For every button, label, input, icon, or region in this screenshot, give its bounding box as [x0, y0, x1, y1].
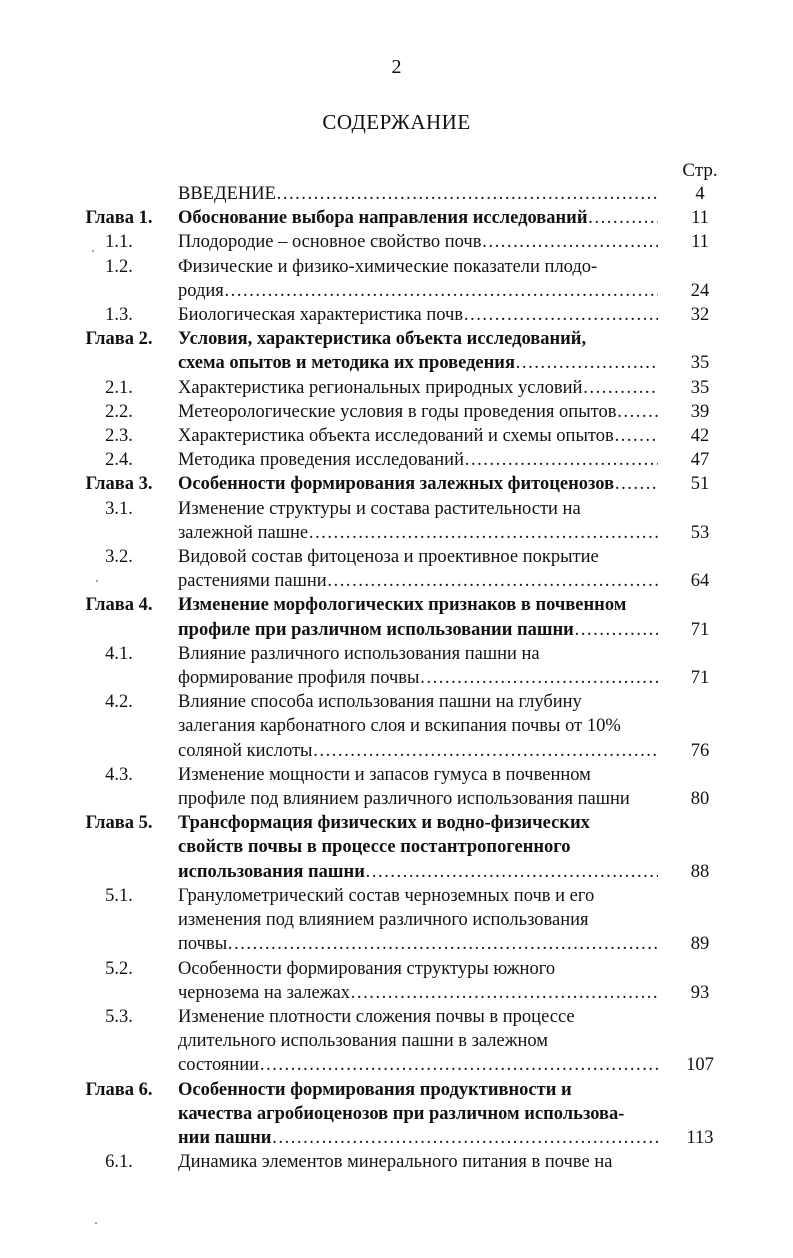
entry-title-line: Биологическая характеристика почв [178, 305, 464, 326]
entry-number: 4.2. [105, 692, 133, 713]
entry-title [178, 424, 658, 448]
entry-title-line: схема опытов и методика их проведения [178, 353, 515, 374]
entry-title-line: длительного использования пашни в залежном [178, 1031, 548, 1052]
entry-page-number: 4 [695, 184, 705, 204]
leader-dots [271, 1128, 658, 1148]
entry-page-number: 93 [690, 982, 710, 1003]
entry-title-line: залежной пашне [178, 522, 309, 543]
leader-dots [308, 523, 658, 543]
entry-page-number: 88 [690, 861, 710, 882]
page-column-header: Стр. [682, 160, 718, 181]
entry-title-line: залегания карбонатного слоя и вскипания почвы от 10% [178, 716, 621, 737]
entry-title [178, 545, 658, 593]
entry-title-line: Гранулометрический состав черноземных почв и его [178, 885, 595, 906]
toc-section-entry [0, 376, 793, 400]
entry-page-number: 24 [690, 280, 710, 301]
entry-title [178, 1078, 658, 1151]
entry-page-number: 71 [690, 668, 710, 689]
leader-dots [616, 402, 658, 422]
entry-page-number: 71 [690, 619, 710, 640]
entry-title-line: почвы [178, 934, 228, 955]
entry-number: 5.2. [105, 958, 133, 979]
entry-number: 3.1. [105, 498, 133, 519]
toc-section-entry [0, 957, 793, 1005]
entry-title [178, 1005, 658, 1078]
leader-dots [614, 474, 658, 494]
entry-number: Глава 6. [85, 1079, 153, 1100]
toc-section-entry [0, 400, 793, 424]
entry-title-line: Видовой состав фитоценоза и проективное покрытие [178, 547, 599, 568]
entry-number: Глава 1. [85, 208, 153, 229]
entry-page-number: 32 [690, 305, 710, 326]
page-title: СОДЕРЖАНИЕ [322, 110, 471, 134]
toc-section-entry [0, 182, 793, 206]
entry-title [178, 1150, 658, 1174]
toc-section-entry [0, 230, 793, 254]
entry-page-number: 51 [690, 474, 710, 495]
entry-title-line: Особенности формирования залежных фитоценозов [178, 474, 615, 495]
entry-title-line: Характеристика региональных природных условий [178, 377, 583, 398]
leader-dots [224, 281, 658, 301]
entry-number: 6.1. [105, 1152, 133, 1173]
entry-number: 1.2. [105, 256, 133, 277]
entry-title-line: формирование профиля почвы [178, 668, 420, 689]
entry-title-line: ВВЕДЕНИЕ [178, 184, 276, 204]
entry-page-number: 76 [690, 740, 710, 761]
entry-title [178, 327, 658, 375]
entry-page-number: 53 [690, 522, 710, 543]
leader-dots [574, 620, 658, 640]
toc-section-entry [0, 255, 793, 303]
entry-page-number: 80 [690, 789, 710, 810]
entry-title-line: профиле при различном использовании пашни [178, 619, 574, 640]
entry-page-number: 47 [690, 450, 710, 471]
toc-chapter-entry [0, 206, 793, 230]
entry-title [178, 255, 658, 303]
entry-number: 5.3. [105, 1006, 133, 1027]
entry-title [178, 811, 658, 884]
entry-title [178, 690, 658, 763]
entry-title-line: соляной кислоты [178, 740, 313, 761]
entry-number: 2.2. [105, 401, 133, 422]
entry-page-number: 35 [690, 353, 710, 374]
entry-page-number: 107 [686, 1055, 714, 1076]
entry-page-number: 11 [691, 208, 709, 229]
entry-number: Глава 3. [85, 474, 153, 495]
toc-chapter-entry [0, 327, 793, 375]
entry-title-line: качества агробиоценозов при различном использова- [178, 1103, 625, 1124]
entry-page-number: 89 [690, 934, 710, 955]
toc-section-entry [0, 497, 793, 545]
toc-section-entry [0, 303, 793, 327]
leader-dots [419, 668, 658, 688]
entry-title [178, 230, 658, 254]
leader-dots [582, 378, 658, 398]
entry-title-line: Влияние различного использования пашни на [178, 643, 540, 664]
page-number: 2 [391, 56, 402, 78]
entry-title-line: изменения под влиянием различного использования [178, 910, 589, 931]
entry-title-line: Особенности формирования структуры южного [178, 958, 556, 979]
entry-number: 3.2. [105, 547, 133, 568]
entry-title-line: чернозема на залежах [178, 982, 350, 1003]
leader-dots [464, 450, 658, 470]
toc-chapter-entry [0, 593, 793, 641]
toc-section-entry [0, 1005, 793, 1078]
leader-dots [350, 983, 658, 1003]
entry-title [178, 957, 658, 1005]
entry-title [178, 763, 658, 811]
toc-chapter-entry [0, 1078, 793, 1151]
entry-title-line: Особенности формирования продуктивности и [178, 1079, 572, 1100]
entry-title-line: Трансформация физических и водно-физических [178, 813, 590, 834]
entry-number: Глава 2. [85, 329, 153, 350]
entry-title-line: свойств почвы в процессе постантропогенного [178, 837, 571, 858]
toc-section-entry [0, 690, 793, 763]
entry-number: 1.3. [105, 305, 133, 326]
entry-title-line: состоянии [178, 1055, 260, 1076]
entry-title-line: Условия, характеристика объекта исследований, [178, 329, 587, 350]
entry-title [178, 884, 658, 957]
toc-section-entry [0, 448, 793, 472]
entry-number: 4.1. [105, 643, 133, 664]
entry-number: 1.1. [105, 232, 133, 253]
entry-title [178, 376, 658, 400]
entry-title-line: Плодородие – основное свойство почв [178, 232, 482, 253]
entry-title-line: Обоснование выбора направления исследований [178, 208, 588, 229]
entry-title-line: Изменение плотности сложения почвы в процессе [178, 1006, 575, 1027]
leader-dots [515, 353, 658, 373]
entry-title [178, 472, 658, 496]
entry-number: 5.1. [105, 885, 133, 906]
entry-title-line: Характеристика объекта исследований и схемы опытов [178, 426, 614, 447]
leader-dots [463, 305, 658, 325]
entry-page-number: 64 [690, 571, 710, 592]
entry-number: Глава 5. [85, 813, 153, 834]
entry-title-line: Изменение морфологических признаков в почвенном [178, 595, 627, 616]
toc-section-entry [0, 763, 793, 811]
entry-title-line: Физические и физико-химические показатели плодо- [178, 256, 598, 277]
entry-title [178, 182, 658, 206]
toc-section-entry [0, 545, 793, 593]
entry-page-number: 113 [686, 1127, 714, 1148]
leader-dots [588, 208, 658, 228]
leader-dots [259, 1055, 658, 1075]
toc-chapter-entry [0, 811, 793, 884]
leader-dots [227, 934, 658, 954]
leader-dots [481, 232, 658, 252]
entry-title [178, 642, 658, 690]
entry-page-number: 39 [690, 401, 710, 422]
leader-dots [365, 862, 658, 882]
leader-dots [276, 184, 658, 204]
scan-speck [95, 1222, 97, 1224]
entry-title-line: Изменение мощности и запасов гумуса в почвенном [178, 764, 591, 785]
entry-title [178, 400, 658, 424]
entry-title-line: нии пашни [178, 1127, 272, 1148]
toc-chapter-entry [0, 472, 793, 496]
entry-title [178, 303, 658, 327]
entry-title [178, 497, 658, 545]
leader-dots [327, 571, 658, 591]
entry-title-line: Изменение структуры и состава растительности на [178, 498, 581, 519]
entry-title-line: родия [178, 280, 224, 301]
leader-dots [614, 426, 658, 446]
table-of-contents [0, 182, 793, 1174]
entry-title-line: Влияние способа использования пашни на глубину [178, 692, 582, 713]
entry-title [178, 448, 658, 472]
leader-dots [313, 741, 659, 761]
entry-title-line: растениями пашни [178, 571, 327, 592]
entry-title-line: профиле под влиянием различного использования пашни [178, 789, 630, 810]
toc-section-entry [0, 1150, 793, 1174]
toc-section-entry [0, 424, 793, 448]
entry-page-number: 11 [691, 232, 709, 253]
entry-title-line: Методика проведения исследований [178, 450, 464, 471]
toc-section-entry [0, 642, 793, 690]
entry-number: 2.3. [105, 426, 133, 447]
entry-page-number: 42 [690, 426, 710, 447]
entry-title-line: Динамика элементов минерального питания в почве на [178, 1152, 613, 1173]
scan-speck [96, 580, 98, 582]
entry-title-line: использования пашни [178, 861, 365, 882]
entry-number: 4.3. [105, 764, 133, 785]
entry-number: Глава 4. [85, 595, 153, 616]
toc-section-entry [0, 884, 793, 957]
entry-number: 2.4. [105, 450, 133, 471]
entry-number: 2.1. [105, 377, 133, 398]
scan-speck [92, 250, 94, 252]
entry-title [178, 593, 658, 641]
entry-title [178, 206, 658, 230]
entry-title-line: Метеорологические условия в годы проведения опытов [178, 401, 617, 422]
entry-page-number: 35 [690, 377, 710, 398]
